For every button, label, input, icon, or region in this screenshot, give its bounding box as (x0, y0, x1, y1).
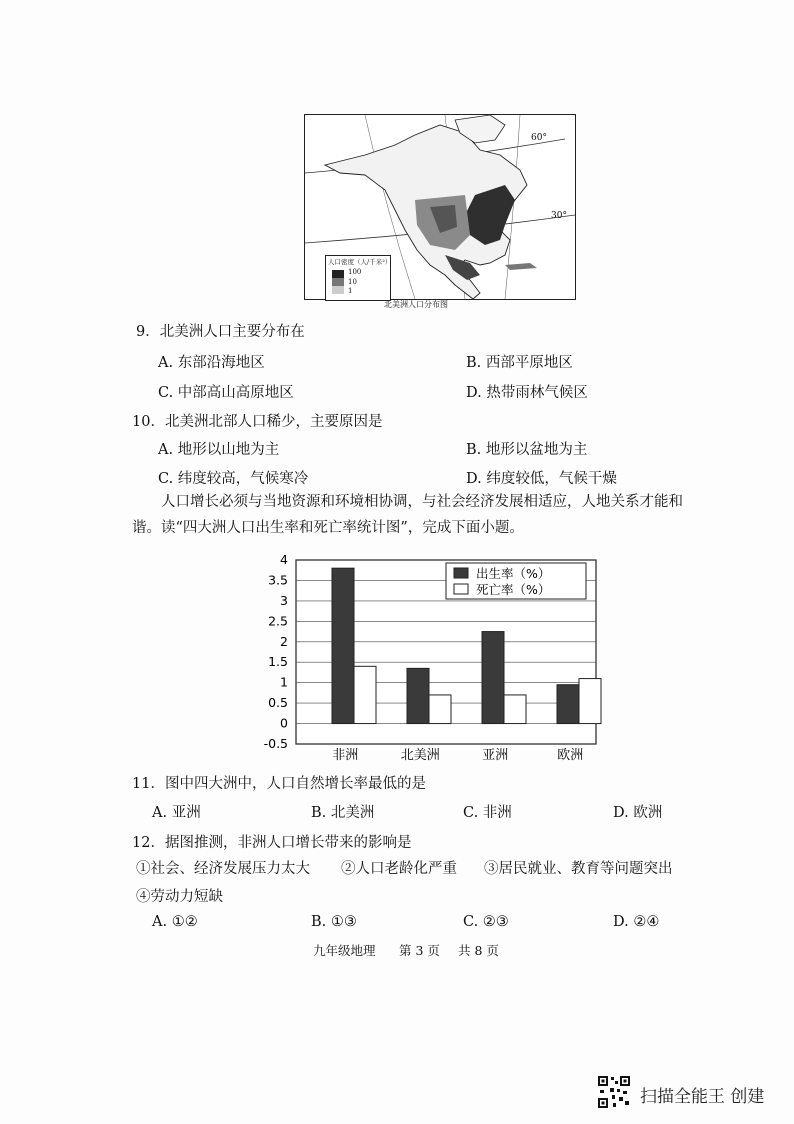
y-tick-label: 4 (280, 552, 288, 567)
bar-death-rate (354, 666, 376, 723)
y-tick-label: 2 (280, 633, 288, 649)
bar-birth-rate (332, 568, 354, 723)
q12-option-b: B. ①③ (311, 914, 357, 930)
lat-30-label: 30° (551, 211, 567, 221)
scanner-watermark: 扫描全能王 创建 (640, 1087, 765, 1107)
q12-statement-4: ④劳动力短缺 (136, 889, 223, 905)
legend-swatch (454, 568, 468, 578)
q12-option-a: A. ①② (152, 914, 198, 930)
q12-stem: 12．据图推测，非洲人口增长带来的影响是 (132, 835, 412, 851)
birth-death-rate-chart (258, 552, 598, 763)
bar-death-rate (579, 679, 601, 724)
q10-option-d: D. 纬度较低，气候干燥 (466, 471, 617, 487)
x-category-label: 北美洲 (400, 748, 440, 763)
legend-swatch-medium (332, 278, 344, 286)
q10-option-b: B. 地形以盆地为主 (466, 442, 588, 458)
legend-swatch-dense (332, 270, 344, 278)
x-category-label: 亚洲 (482, 748, 509, 763)
q11-option-a: A. 亚洲 (152, 805, 201, 821)
legend-title: 人口密度（人/千米²） (328, 258, 392, 266)
map-legend (325, 255, 391, 301)
q11-stem: 11．图中四大洲中，人口自然增长率最低的是 (132, 776, 426, 792)
footer-total: 共 8 页 (458, 943, 499, 958)
x-category-label: 非洲 (332, 748, 359, 763)
x-category-label: 欧洲 (557, 748, 584, 763)
q10-option-c: C. 纬度较高，气候寒冷 (158, 471, 309, 487)
q12-option-d: D. ②④ (613, 914, 660, 930)
north-america-population-map (304, 114, 576, 300)
q11-option-c: C. 非洲 (463, 805, 512, 821)
legend-label: 死亡率（%） (476, 582, 551, 597)
q9-stem: 9．北美洲人口主要分布在 (136, 324, 305, 340)
y-tick-label: 1.5 (268, 654, 288, 670)
legend-item: 1 (348, 287, 353, 295)
y-tick-label: 0.5 (268, 695, 288, 711)
legend-item: 10 (348, 278, 357, 286)
legend-item: 100 (348, 268, 362, 276)
footer-subject: 九年级地理 (313, 943, 376, 958)
bar-death-rate (429, 695, 451, 724)
q12-statement-3: ③居民就业、教育等问题突出 (484, 861, 673, 877)
bar-birth-rate (557, 685, 579, 724)
q9-option-b: B. 西部平原地区 (466, 355, 573, 371)
q12-option-c: C. ②③ (463, 914, 509, 930)
y-tick-label: 3 (280, 592, 288, 608)
q10-stem: 10．北美洲北部人口稀少，主要原因是 (132, 414, 383, 430)
bar-birth-rate (482, 632, 504, 724)
qr-code-icon (597, 1075, 631, 1109)
y-tick-label: 1 (280, 674, 288, 690)
chart-svg (258, 552, 598, 763)
bar-birth-rate (407, 668, 429, 723)
bar-death-rate (504, 695, 526, 724)
q11-option-d: D. 欧洲 (613, 805, 663, 821)
q12-statement-1: ①社会、经济发展压力太大 (136, 861, 310, 877)
map-caption: 北美洲人口分布图 (384, 300, 448, 309)
y-tick-label: 3.5 (268, 572, 288, 588)
y-tick-label: 0 (280, 715, 288, 731)
q9-option-d: D. 热带雨林气候区 (466, 385, 588, 401)
y-tick-label: -0.5 (263, 736, 288, 751)
q10-option-a: A. 地形以山地为主 (158, 442, 280, 458)
legend-label: 出生率（%） (476, 566, 551, 581)
legend-swatch (454, 584, 468, 594)
y-tick-label: 2.5 (268, 613, 288, 629)
legend-swatch-sparse (332, 286, 344, 294)
intro-paragraph: 人口增长必须与当地资源和环境相协调，与社会经济发展相适应，人地关系才能和谐。读“四大洲人口出生率和死亡率统计图”，完成下面小题。 (132, 494, 683, 536)
lat-60-label: 60° (531, 133, 547, 143)
q11-option-b: B. 北美洲 (311, 805, 375, 821)
q12-statement-2: ②人口老龄化严重 (341, 861, 457, 877)
q9-option-c: C. 中部高山高原地区 (158, 385, 294, 401)
q9-option-a: A. 东部沿海地区 (158, 355, 265, 371)
footer-page: 第 3 页 (399, 943, 440, 958)
